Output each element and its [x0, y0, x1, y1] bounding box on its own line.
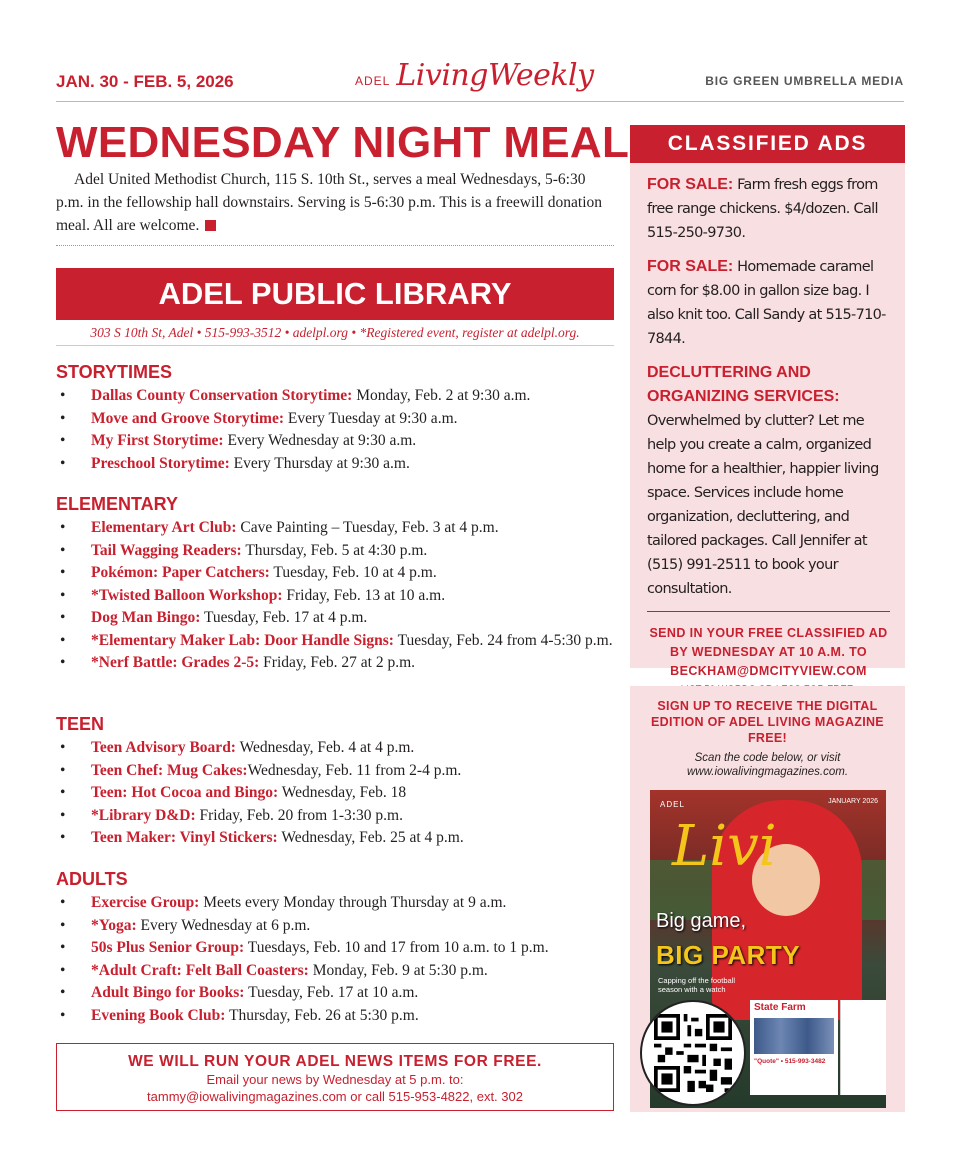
- event-details: Monday, Feb. 9 at 5:30 p.m.: [308, 961, 488, 979]
- classified-text: Homemade caramel corn for $8.00 in gallon size bag. I also knit too. Call Sandy at 515-710-7844.: [647, 259, 886, 347]
- cover-masthead: ADEL: [660, 800, 685, 809]
- event-item: [56, 385, 616, 408]
- event-name: Elementary Art Club:: [91, 519, 237, 536]
- section-heading: TEEN: [56, 714, 105, 734]
- event-details: Tuesdays, Feb. 10 and 17 from 10 a.m. to 1 p.m.: [244, 939, 549, 956]
- event-details: Every Thursday at 9:30 a.m.: [229, 454, 410, 472]
- event-details: Thursday, Feb. 26 at 5:30 p.m.: [225, 1006, 419, 1024]
- brand-logo: [355, 58, 594, 93]
- section-heading: STORYTIMES: [56, 362, 173, 382]
- event-details: Friday, Feb. 13 at 10 a.m.: [282, 586, 446, 604]
- event-name: Adult Bingo for Books:: [91, 984, 245, 1001]
- event-details: Wednesday, Feb. 4 at 4 p.m.: [235, 739, 415, 756]
- bullet-icon: •: [60, 654, 66, 671]
- event-item: [56, 827, 616, 850]
- event-name: Preschool Storytime:: [91, 454, 230, 472]
- event-details: Wednesday, Feb. 18: [278, 784, 407, 801]
- issue-date: JAN. 30 - FEB. 5, 2026: [56, 72, 234, 91]
- signup-url: www.iowalivingmagazines.com.: [686, 766, 849, 778]
- news-headline: WE WILL RUN YOUR ADEL NEWS ITEMS FOR FREE.: [128, 1053, 542, 1070]
- classified-ad: [647, 173, 890, 245]
- bullet-icon: •: [60, 609, 66, 626]
- event-item: [56, 540, 616, 563]
- event-name: *Yoga:: [91, 916, 137, 934]
- event-name: *Twisted Balloon Workshop:: [91, 586, 283, 604]
- event-name: Exercise Group:: [91, 894, 200, 911]
- bullet-icon: •: [60, 586, 66, 604]
- bullet-icon: •: [60, 519, 66, 536]
- event-details: Wednesday, Feb. 11 from 2-4 p.m.: [247, 761, 462, 779]
- bullet-icon: •: [60, 739, 66, 756]
- event-details: Thursday, Feb. 5 at 4:30 p.m.: [241, 541, 428, 559]
- event-details: Every Wednesday at 6 p.m.: [136, 916, 311, 934]
- event-name: Dallas County Conservation Storytime:: [91, 387, 353, 404]
- bullet-icon: •: [60, 564, 66, 581]
- meal-title: WEDNESDAY NIGHT MEAL: [56, 118, 630, 167]
- event-item: [56, 892, 616, 915]
- publisher-name: BIG GREEN UMBRELLA MEDIA: [705, 74, 904, 88]
- event-item: [56, 760, 616, 783]
- news-submission-box: [56, 1043, 614, 1111]
- event-details: Every Tuesday at 9:30 a.m.: [284, 409, 458, 427]
- bullet-icon: •: [60, 432, 66, 449]
- bullet-icon: •: [60, 806, 66, 824]
- event-name: My First Storytime:: [91, 432, 224, 449]
- event-name: Pokémon: Paper Catchers:: [91, 564, 270, 581]
- event-details: Meets every Monday through Thursday at 9 a.m.: [199, 894, 507, 911]
- section-heading: ELEMENTARY: [56, 494, 179, 514]
- classified-text: Farm fresh eggs from free range chickens. $4/dozen. Call 515-250-9730.: [647, 177, 878, 241]
- end-mark-icon: [205, 220, 216, 231]
- classified-text: Overwhelmed by clutter? Let me help you create a calm, organized home for a healthier, happier living space. Services include home organization, decluttering, and tailored packages. Call Jennifer at (515) 991-2511 to book your consultation.: [647, 413, 879, 597]
- cover-headline-1: Big game,: [656, 910, 747, 932]
- event-details: Friday, Feb. 20 from 1-3:30 p.m.: [195, 806, 403, 824]
- cover-headline-2: BIG PARTY: [656, 940, 801, 970]
- section-storytimes: [56, 362, 616, 475]
- event-name: Dog Man Bingo:: [91, 609, 201, 626]
- event-name: Evening Book Club:: [91, 1006, 226, 1024]
- event-item: [56, 960, 616, 983]
- event-details: Every Wednesday at 9:30 a.m.: [223, 432, 417, 449]
- section-teen: [56, 714, 616, 850]
- bullet-icon: •: [60, 631, 66, 649]
- classified-ad: [647, 255, 890, 351]
- classified-submission-note: SEND IN YOUR FREE CLASSIFIED AD BY WEDNESDAY AT 10 A.M. TO BECKHAM@DMCITYVIEW.COM: [649, 626, 888, 678]
- event-item: [56, 1005, 616, 1028]
- event-list: [56, 737, 616, 850]
- bullet-icon: •: [60, 761, 66, 779]
- classified-ad: [647, 361, 890, 601]
- library-banner: [56, 268, 614, 320]
- header-divider: [56, 101, 904, 102]
- event-details: Tuesday, Feb. 17 at 10 a.m.: [244, 984, 419, 1001]
- event-name: *Elementary Maker Lab: Door Handle Signs:: [91, 631, 394, 649]
- signup-instructions: [630, 751, 905, 779]
- cover-date: JANUARY 2026: [828, 798, 878, 805]
- event-item: [56, 782, 616, 805]
- cover-title: Livi: [672, 814, 777, 879]
- event-item: [56, 805, 616, 828]
- classifieds-title: CLASSIFIED ADS: [667, 132, 868, 155]
- event-name: Teen Advisory Board:: [91, 739, 236, 756]
- bullet-icon: •: [60, 454, 66, 472]
- event-details: Monday, Feb. 2 at 9:30 a.m.: [352, 387, 531, 404]
- event-name: 50s Plus Senior Group:: [91, 939, 245, 956]
- event-list: [56, 385, 616, 475]
- event-name: Teen Chef: Mug Cakes:: [91, 761, 248, 779]
- cover-ad-quote: "Quote" • 515-993-3482: [754, 1058, 826, 1065]
- bullet-icon: •: [60, 961, 66, 979]
- event-item: [56, 607, 616, 630]
- event-name: Move and Groove Storytime:: [91, 409, 284, 427]
- qr-code-icon[interactable]: [640, 1000, 746, 1106]
- event-name: *Nerf Battle: Grades 2-5:: [91, 654, 260, 671]
- bullet-icon: •: [60, 1006, 66, 1024]
- bullet-icon: •: [60, 939, 66, 956]
- library-divider: [56, 345, 614, 346]
- event-item: [56, 652, 616, 675]
- classifieds-divider: [647, 611, 890, 612]
- bullet-icon: •: [60, 387, 66, 404]
- event-details: Tuesday, Feb. 24 from 4-5:30 p.m.: [393, 631, 613, 649]
- brand-prefix: ADEL: [355, 74, 391, 88]
- bullet-icon: •: [60, 409, 66, 427]
- event-name: *Adult Craft: Felt Ball Coasters:: [91, 961, 309, 979]
- event-item: [56, 982, 616, 1005]
- state-farm-logo: State Farm: [754, 1002, 806, 1013]
- qr-code-pattern: [654, 1014, 732, 1092]
- event-list: [56, 517, 616, 675]
- dotted-divider: [56, 245, 614, 246]
- library-address: 303 S 10th St, Adel • 515-993-3512 • adelpl.org • *Registered event, register at adelpl.org.: [90, 325, 580, 340]
- event-list: [56, 892, 616, 1027]
- cover-subline: Capping off the football season with a watch: [658, 976, 736, 994]
- bullet-icon: •: [60, 984, 66, 1001]
- event-details: Wednesday, Feb. 25 at 4 p.m.: [277, 829, 464, 846]
- event-item: [56, 737, 616, 760]
- news-line-1: Email your news by Wednesday at 5 p.m. to:: [206, 1072, 464, 1087]
- event-name: Tail Wagging Readers:: [91, 541, 242, 559]
- bullet-icon: •: [60, 829, 66, 846]
- bullet-icon: •: [60, 541, 66, 559]
- event-item: [56, 453, 616, 476]
- event-item: [56, 562, 616, 585]
- classified-tag: DECLUTTERING AND ORGANIZING SERVICES:: [647, 364, 840, 405]
- bullet-icon: •: [60, 784, 66, 801]
- classified-tag: FOR SALE:: [647, 176, 734, 193]
- event-item: [56, 408, 616, 431]
- event-item: [56, 517, 616, 540]
- classifieds-banner: [630, 125, 905, 163]
- cover-ad: [750, 1000, 838, 1095]
- event-item: [56, 937, 616, 960]
- section-elementary: [56, 494, 616, 675]
- event-item: [56, 915, 616, 938]
- classifieds-panel: [630, 163, 905, 678]
- bullet-icon: •: [60, 894, 66, 911]
- bullet-icon: •: [60, 916, 66, 934]
- library-title: ADEL PUBLIC LIBRARY: [158, 276, 512, 311]
- event-name: Teen Maker: Vinyl Stickers:: [91, 829, 278, 846]
- event-details: Tuesday, Feb. 10 at 4 p.m.: [269, 564, 437, 581]
- classified-tag: FOR SALE:: [647, 258, 734, 275]
- meal-body: Adel United Methodist Church, 115 S. 10th St., serves a meal Wednesdays, 5-6:30 p.m. in the fellowship hall downstairs. Serving is 5-6:30 p.m. This is a freewill donation meal. All are welcome.: [56, 171, 603, 234]
- news-line-2: tammy@iowalivingmagazines.com or call 515-953-4822, ext. 302: [147, 1089, 523, 1104]
- cover-ad-photo: [754, 1018, 834, 1054]
- event-name: *Library D&D:: [91, 806, 196, 824]
- section-adults: [56, 869, 616, 1027]
- cover-mailing-label: [840, 1000, 886, 1095]
- section-heading: ADULTS: [56, 869, 128, 889]
- event-details: Tuesday, Feb. 17 at 4 p.m.: [200, 609, 368, 626]
- event-item: [56, 630, 616, 653]
- event-item: [56, 585, 616, 608]
- event-details: Cave Painting – Tuesday, Feb. 3 at 4 p.m.: [236, 519, 499, 536]
- event-name: Teen: Hot Cocoa and Bingo:: [91, 784, 279, 801]
- brand-name: LivingWeekly: [396, 58, 594, 93]
- signup-headline: SIGN UP TO RECEIVE THE DIGITAL EDITION OF ADEL LIVING MAGAZINE FREE!: [651, 699, 884, 745]
- event-item: [56, 430, 616, 453]
- signup-line-1: Scan the code below, or visit: [694, 752, 841, 764]
- event-details: Friday, Feb. 27 at 2 p.m.: [259, 654, 416, 671]
